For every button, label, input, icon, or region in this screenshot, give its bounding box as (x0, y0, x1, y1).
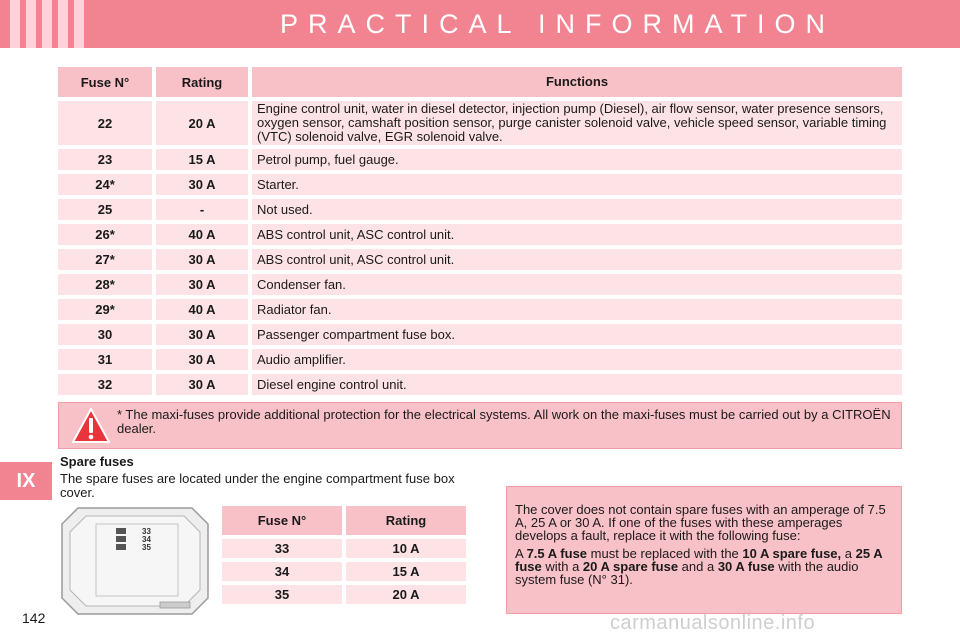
spare-fuse-number: 34 (222, 562, 342, 581)
spare-fuse-table (222, 506, 466, 608)
spare-fuse-number: 33 (222, 539, 342, 558)
table-row (58, 101, 902, 145)
bold-run: 25 A fuse (515, 546, 883, 574)
fuse-number: 29* (58, 299, 152, 320)
fuse-functions: Engine control unit, water in diesel detector, injection pump (Diesel), air flow sensor, water presence sensors, oxygen sensor, camshaft position sensor, purge canister solenoid valve, vehicle speed sensor, variable timing (VTC) solenoid valve, EGR solenoid valve. (252, 101, 902, 145)
table-row (58, 274, 902, 295)
fuse-box-diagram (60, 506, 210, 616)
text-run: and a (678, 559, 718, 574)
chapter-tab: IX (0, 462, 52, 500)
fuse-rating: 15 A (156, 149, 248, 170)
spare-fuse-rating: 15 A (346, 562, 466, 581)
spare-fuse-rating: 20 A (346, 585, 466, 604)
fuse-rating: 40 A (156, 224, 248, 245)
fuse-functions: Condenser fan. (252, 274, 902, 295)
page-header (0, 0, 960, 48)
diagram-label-34: 34 (142, 535, 151, 544)
fuse-functions: Audio amplifier. (252, 349, 902, 370)
bold-run: 10 A spare fuse, (742, 546, 842, 561)
cover-text-2 (515, 547, 893, 586)
text-run: with a (541, 559, 583, 574)
bold-run: 7.5 A fuse (526, 546, 588, 561)
table-row (58, 174, 902, 195)
spare-header-fuse: Fuse N° (222, 506, 342, 535)
header-rating: Rating (156, 67, 248, 97)
fuse-number: 31 (58, 349, 152, 370)
header-stripes (10, 0, 84, 48)
table-header-row (58, 67, 902, 97)
spare-fuses-text: The spare fuses are located under the engine compartment fuse box cover. (60, 471, 455, 500)
table-row (58, 249, 902, 270)
table-row (58, 324, 902, 345)
spare-fuse-number: 35 (222, 585, 342, 604)
fuse-functions: Radiator fan. (252, 299, 902, 320)
fuse-number: 32 (58, 374, 152, 395)
fuse-functions: Passenger compartment fuse box. (252, 324, 902, 345)
fuse-number: 27* (58, 249, 152, 270)
table-row (58, 149, 902, 170)
fuse-functions: Not used. (252, 199, 902, 220)
table-row (58, 374, 902, 395)
watermark: carmanualsonline.info (610, 612, 816, 634)
fuse-rating: 30 A (156, 174, 248, 195)
fuse-number: 25 (58, 199, 152, 220)
page-number: 142 (22, 610, 46, 626)
spare-header-rating: Rating (346, 506, 466, 535)
spare-table-row (222, 562, 466, 581)
text-run: must be replaced with the (587, 546, 743, 561)
fuse-number: 28* (58, 274, 152, 295)
maxi-fuse-notice (58, 402, 902, 449)
spare-table-row (222, 539, 466, 558)
cover-text-1: The cover does not contain spare fuses with an amperage of 7.5 A, 25 A or 30 A. If one of the fuses with these amperages develops a fault, replace it with the following fuse: (515, 502, 886, 543)
fuse-rating: - (156, 199, 248, 220)
diagram-label-35: 35 (142, 543, 151, 552)
table-row (58, 199, 902, 220)
fuse-rating: 20 A (156, 101, 248, 145)
table-row (58, 299, 902, 320)
fuse-number: 23 (58, 149, 152, 170)
fuse-number: 30 (58, 324, 152, 345)
fuse-rating: 30 A (156, 349, 248, 370)
fuse-number: 26* (58, 224, 152, 245)
fuse-table (58, 67, 902, 399)
fuse-rating: 30 A (156, 324, 248, 345)
page-title: PRACTICAL INFORMATION (280, 9, 836, 39)
fuse-number: 22 (58, 101, 152, 145)
spare-fuse-rating: 10 A (346, 539, 466, 558)
spare-table-header-row (222, 506, 466, 535)
bold-run: 30 A fuse (717, 559, 775, 574)
fuse-functions: Diesel engine control unit. (252, 374, 902, 395)
fuse-functions: Petrol pump, fuel gauge. (252, 149, 902, 170)
fuse-rating: 30 A (156, 374, 248, 395)
fuse-functions: ABS control unit, ASC control unit. (252, 224, 902, 245)
fuse-number: 24* (58, 174, 152, 195)
text-run: A (515, 546, 527, 561)
text-run: a (841, 546, 856, 561)
fuse-functions: ABS control unit, ASC control unit. (252, 249, 902, 270)
spare-table-row (222, 585, 466, 604)
bold-run: 20 A spare fuse (582, 559, 679, 574)
fuse-rating: 30 A (156, 274, 248, 295)
table-row (58, 224, 902, 245)
fuse-functions: Starter. (252, 174, 902, 195)
fuse-rating: 30 A (156, 249, 248, 270)
notice-text: * The maxi-fuses provide additional protection for the electrical systems. All work on the maxi-fuses must be carried out by a CITROËN dealer. (117, 407, 891, 436)
header-fuse: Fuse N° (58, 67, 152, 97)
header-functions: Functions (252, 67, 902, 97)
cover-info-box (506, 486, 902, 614)
diagram-label-33: 33 (142, 527, 151, 536)
table-row (58, 349, 902, 370)
fuse-rating: 40 A (156, 299, 248, 320)
warning-triangle-icon (71, 407, 111, 445)
text-run: with the audio system fuse (N° 31). (515, 559, 859, 587)
spare-fuses-title: Spare fuses (60, 454, 134, 469)
